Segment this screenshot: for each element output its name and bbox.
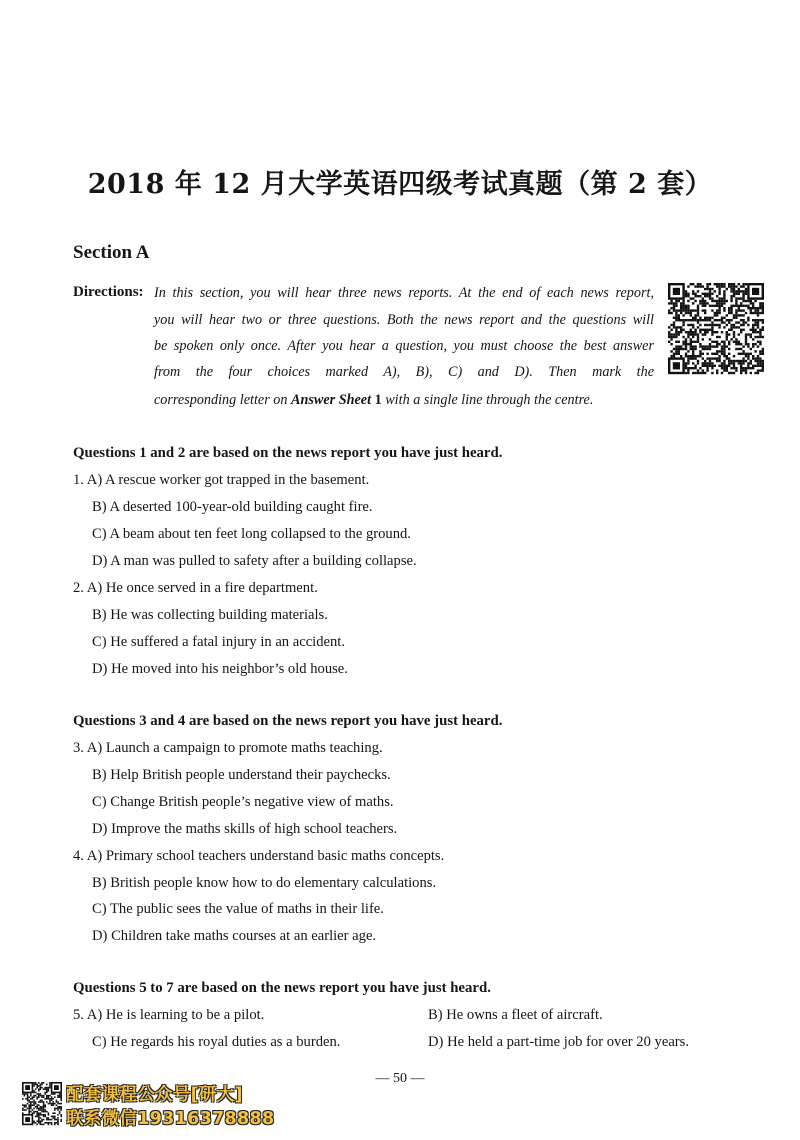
question-option: [92, 499, 373, 516]
option-letter: A): [86, 740, 103, 756]
answer-sheet-label: Answer Sheet: [291, 392, 372, 408]
option-letter: D): [92, 928, 108, 944]
option-text: Improve the maths skills of high school teachers.: [111, 821, 398, 837]
directions-line-1: In this section, you will hear three news reports. At the end of each news report,: [154, 285, 654, 301]
option-letter: C): [92, 794, 107, 810]
option-text: He regards his royal duties as a burden.: [110, 1034, 341, 1050]
option-text: British people know how to do elementary calculations.: [110, 875, 437, 891]
option-text: A deserted 100-year-old building caught fire.: [109, 499, 373, 515]
option-letter: C): [92, 526, 107, 542]
answer-sheet-number: 1: [374, 392, 382, 408]
option-letter: B): [92, 499, 107, 515]
option-letter: D): [92, 661, 108, 677]
promo-qr-code-icon: [22, 1082, 62, 1126]
option-text: Primary school teachers understand basic maths concepts.: [105, 848, 445, 864]
option-text: He is learning to be a pilot.: [105, 1007, 265, 1023]
question-option: [92, 821, 397, 838]
question-option: [428, 1034, 689, 1051]
directions-line-5-prefix: corresponding letter on: [154, 392, 291, 408]
question-option: [92, 553, 417, 570]
promo-line-1: 配套课程公众号[研大]: [66, 1085, 243, 1105]
section-title: Section A: [73, 242, 150, 263]
question-option: [73, 580, 318, 597]
question-number: 1.: [73, 472, 84, 488]
question-group-heading-1: Questions 1 and 2 are based on the news report you have just heard.: [73, 445, 503, 461]
question-group-heading-2: Questions 3 and 4 are based on the news report you have just heard.: [73, 713, 503, 729]
option-text: A beam about ten feet long collapsed to the ground.: [109, 526, 411, 542]
option-letter: B): [428, 1007, 443, 1023]
option-letter: A): [86, 1007, 103, 1023]
question-group-heading-3: Questions 5 to 7 are based on the news report you have just heard.: [73, 980, 491, 996]
option-text: Launch a campaign to promote maths teaching.: [105, 740, 383, 756]
promo-banner-2: [66, 1108, 312, 1130]
question-option: [92, 1034, 340, 1051]
directions-line-5-suffix: with a single line through the centre.: [381, 392, 594, 408]
question-option: [73, 472, 369, 489]
directions-label: Directions:: [73, 284, 144, 300]
option-letter: C): [92, 634, 107, 650]
option-text: He was collecting building materials.: [110, 607, 328, 623]
page-title: 2018 年 12 月大学英语四级考试真题（第 2 套）: [87, 169, 713, 200]
option-letter: B): [92, 607, 107, 623]
option-letter: D): [428, 1034, 444, 1050]
question-option: [92, 928, 376, 945]
option-letter: A): [86, 580, 103, 596]
question-option: [92, 794, 394, 811]
promo-banner-1: [66, 1084, 312, 1106]
option-letter: D): [92, 821, 108, 837]
option-letter: A): [86, 848, 103, 864]
option-text: He once served in a fire department.: [105, 580, 318, 596]
option-text: He owns a fleet of aircraft.: [446, 1007, 603, 1023]
qr-code-icon: [668, 283, 764, 375]
option-letter: D): [92, 553, 108, 569]
option-text: Help British people understand their paychecks.: [110, 767, 391, 783]
option-letter: C): [92, 901, 107, 917]
option-text: Change British people’s negative view of maths.: [110, 794, 394, 810]
option-letter: A): [86, 472, 103, 488]
question-option: [92, 607, 328, 624]
option-text: A man was pulled to safety after a building collapse.: [110, 553, 417, 569]
option-text: He held a part-time job for over 20 years.: [447, 1034, 689, 1050]
question-option: [73, 1007, 264, 1024]
question-number: 4.: [73, 848, 84, 864]
directions-line-2: you will hear two or three questions. Both the news report and the questions will: [154, 312, 654, 328]
question-number: 3.: [73, 740, 84, 756]
directions-line-5: [154, 392, 654, 409]
question-number: 2.: [73, 580, 84, 596]
directions-line-3: be spoken only once. After you hear a question, you must choose the best answer: [154, 338, 654, 354]
option-text: He moved into his neighbor’s old house.: [111, 661, 348, 677]
option-text: Children take maths courses at an earlier age.: [111, 928, 377, 944]
question-option: [428, 1007, 603, 1024]
question-option: [92, 767, 391, 784]
question-option: [73, 740, 383, 757]
question-option: [92, 875, 436, 892]
question-option: [92, 901, 384, 918]
option-text: The public sees the value of maths in their life.: [109, 901, 384, 917]
option-text: A rescue worker got trapped in the basement.: [105, 472, 370, 488]
option-letter: B): [92, 767, 107, 783]
question-option: [92, 634, 345, 651]
option-text: He suffered a fatal injury in an accident.: [110, 634, 345, 650]
question-option: [92, 661, 348, 678]
option-letter: B): [92, 875, 107, 891]
option-letter: C): [92, 1034, 107, 1050]
question-option: [92, 526, 411, 543]
directions-line-4: from the four choices marked A), B), C) and D). Then mark the: [154, 364, 654, 380]
question-number: 5.: [73, 1007, 84, 1023]
promo-line-2: 联系微信19316378888: [66, 1109, 275, 1129]
page-number: — 50 —: [375, 1071, 425, 1086]
question-option: [73, 848, 444, 865]
